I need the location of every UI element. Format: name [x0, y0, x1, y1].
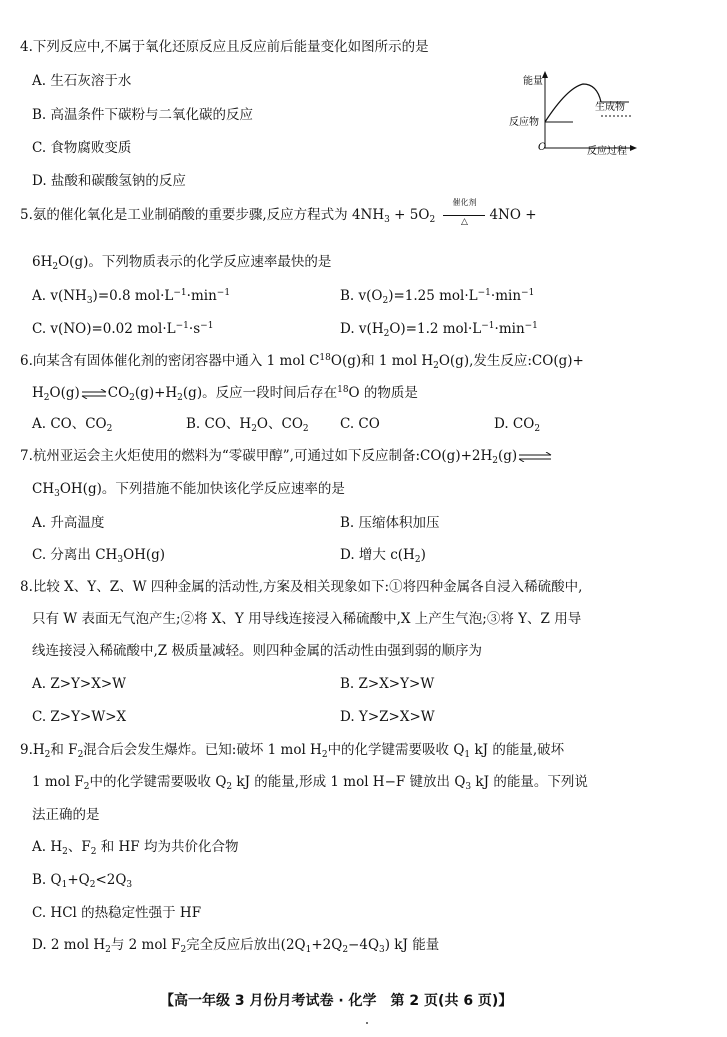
q8-option-b: B. Z>X>Y>W — [340, 676, 435, 692]
q6-line1: 6.向某含有固体催化剂的密闭容器中通入 1 mol $C^{18}O(g)$和 1 mol $H_2O(g)$,发生反应:CO(g)+ — [20, 353, 584, 371]
q7-line1: 7.杭州亚运会主火炬使用的燃料为“零碳甲醇”,可通过如下反应制备$:CO(g)+2H_2(g)$ — [20, 447, 553, 465]
q5-line1: 5.氨的催化氧化是工业制硝酸的重要步骤,反应方程式为 $4NH_3 + 5O_2$ 催化剂 △ 4NO + — [20, 197, 537, 227]
q8-option-a: A. Z>Y>X>W — [32, 676, 127, 692]
page-dot — [366, 1022, 368, 1024]
q5-line2: $6H_2O(g)$。下列物质表示的化学反应速率最快的是 — [32, 254, 332, 272]
q4-stem: 4.下列反应中,不属于氧化还原反应且反应前后能量变化如图所示的是 — [20, 39, 429, 55]
diagram-origin: O — [538, 142, 547, 153]
q5-option-d: D. $v(H_2O)=1.2$ $mol\cdot L^{-1}\cdot\min^{-1}$ — [340, 321, 538, 339]
catalyst-arrow: 催化剂 △ — [441, 207, 487, 225]
q7-option-a: A. 升高温度 — [32, 515, 105, 531]
q6-option-b: B. CO、$H_2O$、$CO_2$ — [186, 416, 309, 434]
q6-option-a: A. CO、$CO_2$ — [32, 416, 113, 434]
q9-option-a: A. $H_2$、$F_2$ 和 HF 均为共价化合物 — [32, 839, 239, 857]
q4-option-a: A. 生石灰溶于水 — [32, 73, 132, 89]
energy-diagram — [505, 66, 645, 162]
diagram-product-label: 生成物 — [595, 102, 625, 113]
q5-option-b: B. $v(O_2)=1.25$ $mol\cdot L^{-1}\cdot\min^{-1}$ — [340, 288, 535, 306]
q9-line3: 法正确的是 — [32, 807, 100, 823]
q5-option-a: A. $v(NH_3)=0.8$ $mol\cdot L^{-1}\cdot\min^{-1}$ — [32, 288, 231, 306]
q4-option-c: C. 食物腐败变质 — [32, 140, 132, 156]
diagram-ylabel: 能量 — [523, 76, 543, 87]
q7-line2: $CH_3OH(g)$。下列措施不能加快该化学反应速率的是 — [32, 481, 345, 499]
diagram-xlabel: 反应过程 — [587, 146, 627, 157]
q6-option-c: C. CO — [340, 416, 380, 432]
page-footer: 【高一年级 3 月份月考试卷 · 化学 第 2 页(共 6 页)】 — [160, 993, 513, 1009]
q4-option-d: D. 盐酸和碳酸氢钠的反应 — [32, 173, 186, 189]
q5-option-c: C. v(NO)=0.02 $mol\cdot L^{-1}\cdot s^{-1}$ — [32, 321, 214, 337]
q8-line3: 线连接浸入稀硫酸中,Z 极质量减轻。则四种金属的活动性由强到弱的顺序为 — [32, 643, 482, 659]
q9-option-d: D. 2 mol $H_2$与 2 mol $F_2$完全反应后放出$(2Q_1+2Q_2-4Q_3)$ kJ 能量 — [32, 937, 440, 955]
q4-option-b: B. 高温条件下碳粉与二氧化碳的反应 — [32, 107, 254, 123]
q7-option-d: D. 增大 $c(H_2)$ — [340, 547, 426, 565]
q8-line2: 只有 W 表面无气泡产生;②将 X、Y 用导线连接浸入稀硫酸中,X 上产生气泡;③将 Y、Z 用导 — [32, 611, 582, 627]
q9-line1: $9.H_2$和 $F_2$混合后会发生爆炸。已知:破坏 1 mol $H_2$中的化学键需要吸收 $Q_1$ kJ 的能量,破坏 — [20, 742, 565, 760]
q7-option-c: C. 分离出 $CH_3OH(g)$ — [32, 547, 166, 565]
q6-option-d: D. $CO_2$ — [494, 416, 541, 434]
q9-line2: 1 mol $F_2$中的化学键需要吸收 $Q_2$ kJ 的能量,形成 1 mol H−F 键放出 $Q_3$ kJ 的能量。下列说 — [32, 774, 588, 792]
q8-option-c: C. Z>Y>W>X — [32, 709, 127, 725]
q8-line1: 8.比较 X、Y、Z、W 四种金属的活动性,方案及相关现象如下:①将四种金属各自浸入稀硫酸中, — [20, 579, 583, 595]
diagram-reactant-label: 反应物 — [509, 117, 539, 128]
q8-option-d: D. Y>Z>X>W — [340, 709, 435, 725]
q9-option-c: C. HCl 的热稳定性强于 HF — [32, 905, 202, 921]
q7-option-b: B. 压缩体积加压 — [340, 515, 440, 531]
q9-option-b: B. $Q_1+Q_2<2Q_3$ — [32, 872, 133, 890]
q6-line2: $H_2O(g)$ $CO_2(g)+H_2(g)$。反应一段时间后存在$^{18}$O 的物质是 — [32, 385, 418, 403]
